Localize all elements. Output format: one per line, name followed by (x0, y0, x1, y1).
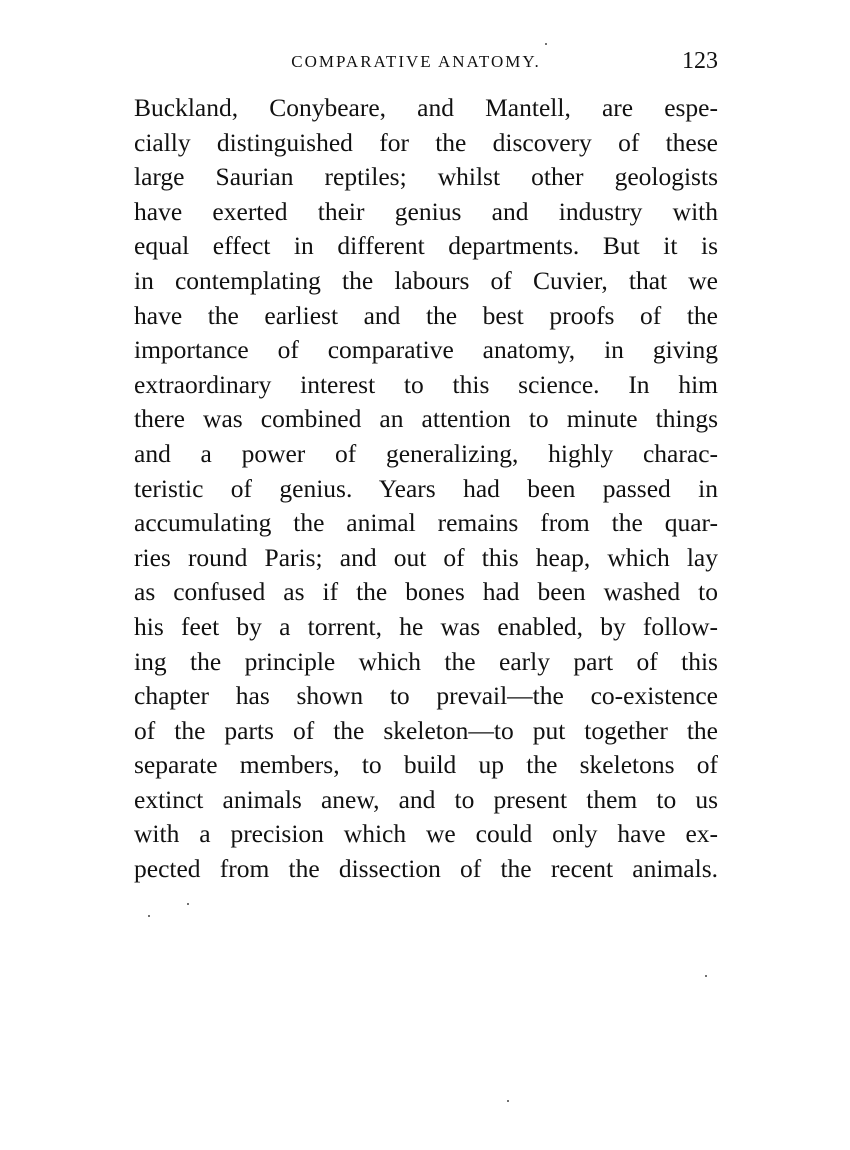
scan-speck (545, 43, 547, 45)
text-line: separate members, to build up the skeletons of (134, 750, 718, 780)
scan-speck (705, 975, 707, 977)
body-paragraph (134, 91, 718, 887)
text-line: large Saurian reptiles; whilst other geologists (134, 162, 718, 192)
text-line: teristic of genius. Years had been passed in (134, 473, 718, 503)
text-line: extinct animals anew, and to present them to us (134, 784, 718, 814)
text-line: have exerted their genius and industry with (134, 196, 718, 226)
running-title: COMPARATIVE ANATOMY. (291, 52, 541, 71)
text-line: accumulating the animal remains from the quar- (134, 508, 718, 538)
text-line: his feet by a torrent, he was enabled, by follow- (134, 611, 718, 641)
text-line: equal effect in different departments. But it is (134, 231, 718, 261)
text-line: of the parts of the skeleton—to put together the (134, 715, 718, 745)
text-line: chapter has shown to prevail—the co-existence (134, 681, 718, 711)
text-line: as confused as if the bones had been washed to (134, 577, 718, 607)
scan-speck (187, 903, 189, 905)
scan-speck (148, 915, 150, 917)
page-number: 123 (682, 48, 718, 74)
text-line: and a power of generalizing, highly charac- (134, 438, 718, 468)
running-head (134, 48, 718, 78)
text-line: ing the principle which the early part of this (134, 646, 718, 676)
text-line: have the earliest and the best proofs of the (134, 300, 718, 330)
text-line: with a precision which we could only have ex- (134, 819, 718, 849)
text-line: cially distinguished for the discovery of these (134, 127, 718, 157)
text-line: ries round Paris; and out of this heap, which lay (134, 542, 718, 572)
text-line: importance of comparative anatomy, in giving (134, 335, 718, 365)
text-line: in contemplating the labours of Cuvier, that we (134, 265, 718, 295)
text-line: extraordinary interest to this science. In him (134, 369, 718, 399)
text-line: there was combined an attention to minute things (134, 404, 718, 434)
text-line: Buckland, Conybeare, and Mantell, are espe- (134, 93, 718, 122)
text-line: pected from the dissection of the recent animals. (134, 854, 718, 884)
scan-speck (507, 1100, 509, 1102)
